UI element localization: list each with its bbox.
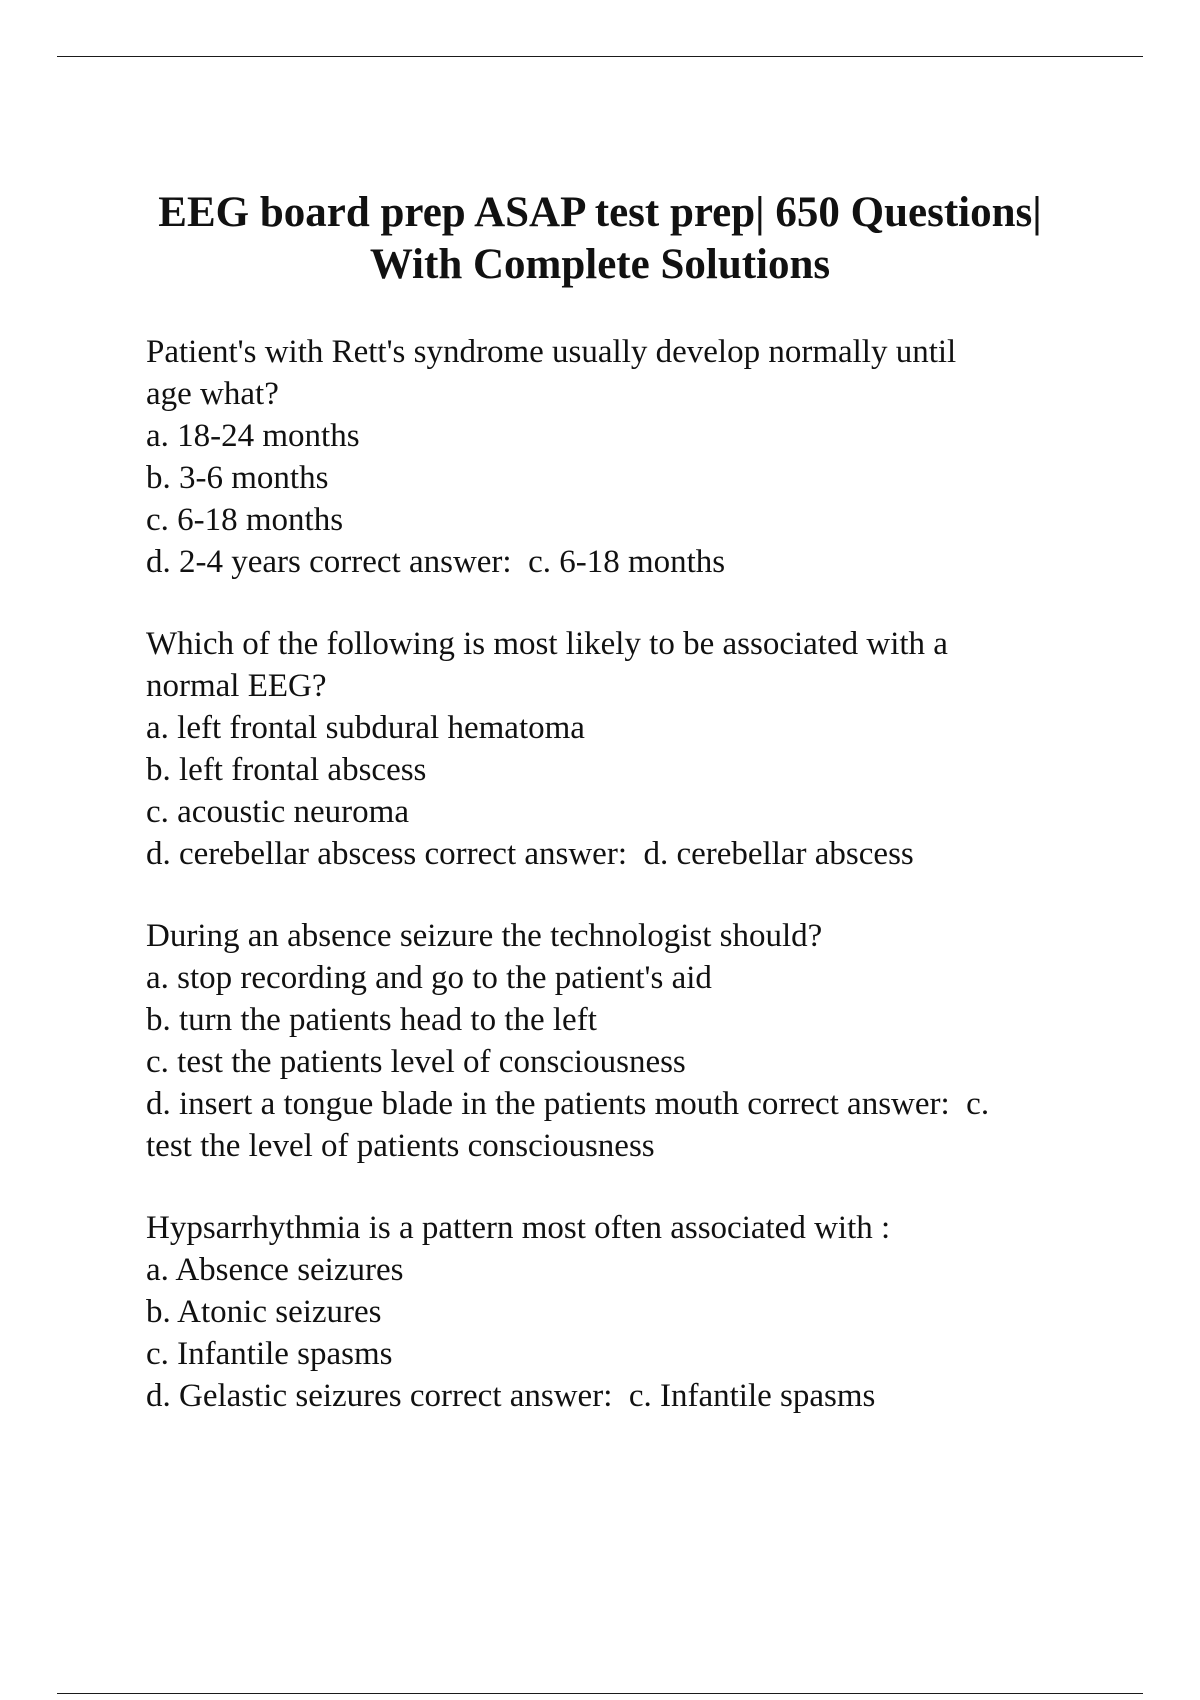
answer-option-with-correct-answer: d. 2-4 years correct answer: c. 6-18 months [146,544,726,580]
question-block [146,623,1106,875]
question-block [146,915,1106,1167]
question-text: Patient's with Rett's syndrome usually develop normally until [146,334,957,370]
question-text: age what? [146,376,279,412]
answer-option-with-correct-answer: d. insert a tongue blade in the patients mouth correct answer: c. [146,1086,990,1122]
answer-option: c. 6-18 months [146,502,344,538]
question-block [146,331,1106,583]
answer-option: b. left frontal abscess [146,752,427,788]
question-list [146,331,1106,1457]
document-title [60,187,1140,291]
question-block [146,1207,1106,1417]
title-line: With Complete Solutions [369,241,831,288]
question-text: normal EEG? [146,668,327,704]
answer-option: c. Infantile spasms [146,1336,393,1372]
answer-option: a. 18-24 months [146,418,360,454]
answer-option: b. Atonic seizures [146,1294,382,1330]
answer-option: b. turn the patients head to the left [146,1002,597,1038]
title-line: EEG board prep ASAP test prep| 650 Questions| [158,189,1042,236]
answer-option: a. left frontal subdural hematoma [146,710,585,746]
bottom-divider [57,1693,1143,1694]
answer-option-with-correct-answer: d. Gelastic seizures correct answer: c. Infantile spasms [146,1378,876,1414]
question-text: During an absence seizure the technologist should? [146,918,823,954]
answer-option: c. acoustic neuroma [146,794,409,830]
answer-option: c. test the patients level of consciousness [146,1044,686,1080]
answer-option: a. Absence seizures [146,1252,404,1288]
top-divider [57,56,1143,57]
question-text: Which of the following is most likely to be associated with a [146,626,948,662]
answer-option-with-correct-answer: d. cerebellar abscess correct answer: d. cerebellar abscess [146,836,914,872]
answer-option: b. 3-6 months [146,460,329,496]
answer-option: a. stop recording and go to the patient's aid [146,960,712,996]
correct-answer-continuation: test the level of patients consciousness [146,1128,655,1164]
question-text: Hypsarrhythmia is a pattern most often associated with : [146,1210,891,1246]
